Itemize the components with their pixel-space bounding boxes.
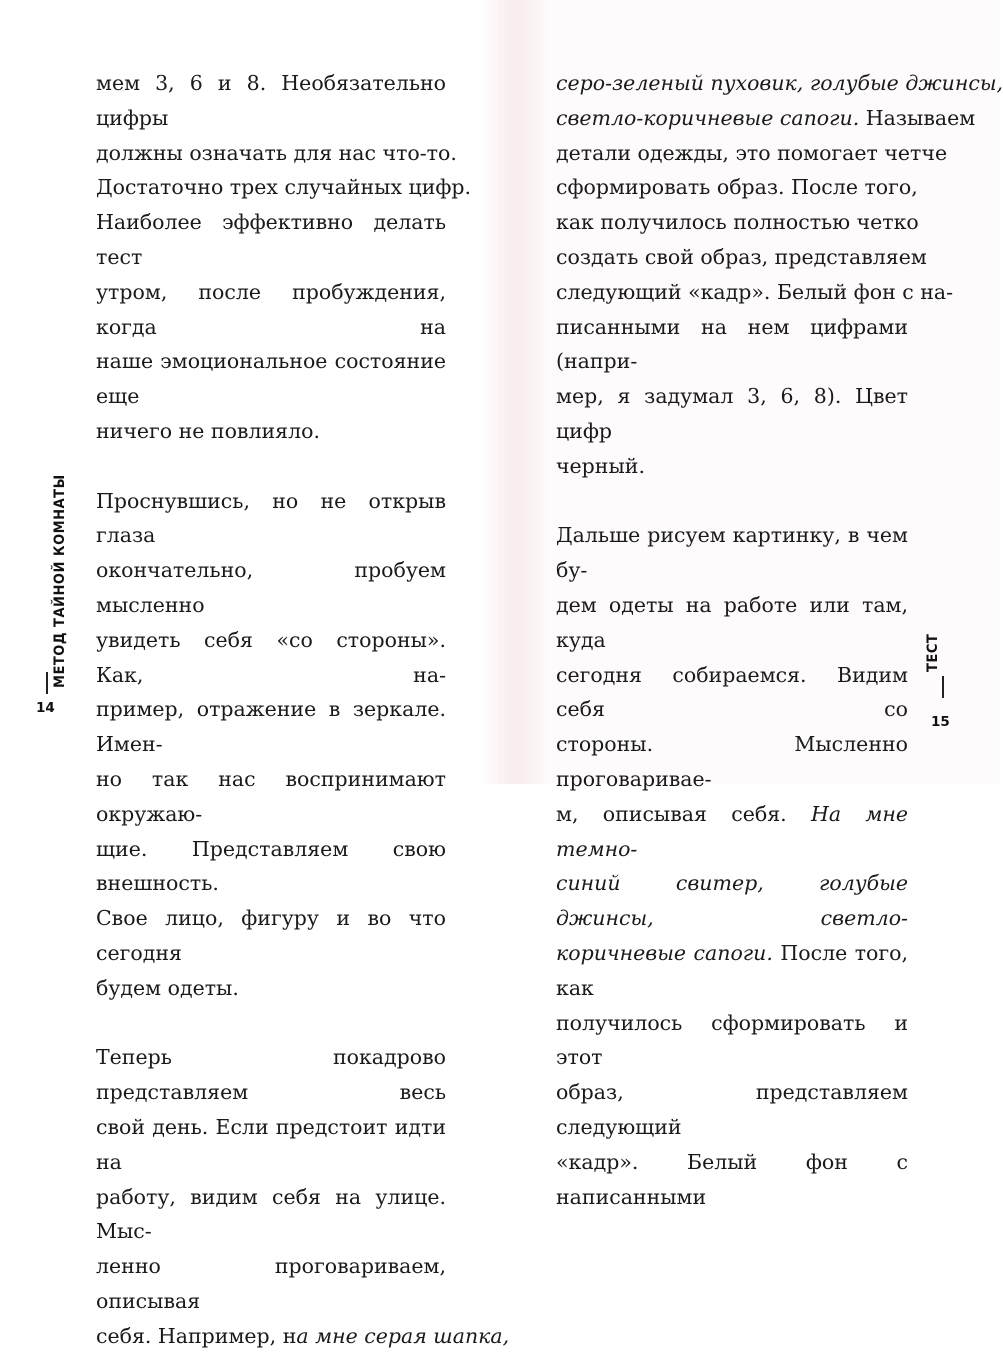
text-line: дем одеты на работе или там, куда — [556, 592, 908, 652]
italic-text-run: серо-зеленый пуховик, голубые джинсы, — [556, 71, 1003, 95]
text-line: Достаточно трех случайных цифр. — [96, 175, 472, 200]
text-line: черный. — [556, 453, 645, 478]
text-line: наше эмоциональное состояние еще — [96, 349, 446, 409]
text-line: детали одежды, это помогает четче — [556, 140, 948, 165]
left-page-body — [96, 66, 510, 1353]
italic-text-run: синий свитер, голубые джинсы, светло- — [556, 871, 908, 931]
text-line: получилось сформировать и этот — [556, 1010, 908, 1070]
text-line: мем 3, 6 и 8. Необязательно цифры — [96, 71, 446, 130]
text-line: ленно проговариваем, описывая — [96, 1254, 446, 1313]
text-line: Свое лицо, фигуру и во что сегодня — [96, 906, 446, 965]
text-run: м, описывая себя. — [556, 801, 811, 826]
text-line: ничего не повлияло. — [96, 418, 320, 443]
text-line — [556, 936, 908, 1006]
paragraph-gap — [556, 484, 908, 519]
text-line: увидеть себя «со стороны». Как, на- — [96, 627, 446, 687]
italic-text-run: светло-коричневые сапоги. — [556, 105, 860, 130]
paragraph-gap — [96, 449, 446, 484]
text-line: Дальше рисуем картинку, в чем бу- — [556, 523, 908, 583]
text-line: Наиболее эффективно делать тест — [96, 210, 446, 269]
page-number-right: 15 — [931, 714, 950, 730]
text-line: свой день. Если предстоит идти на — [96, 1114, 446, 1174]
italic-text-run: а мне серая шапка, — [296, 1323, 510, 1348]
text-line: писанными на нем цифрами (напри- — [556, 314, 908, 374]
text-line: работу, видим себя на улице. Мыс- — [96, 1184, 446, 1244]
text-line: «кадр». Белый фон с написанными — [556, 1149, 908, 1209]
text-line: стороны. Мысленно проговаривае- — [556, 732, 908, 791]
page-number-left: 14 — [36, 700, 55, 716]
text-run: себя. Например, н — [96, 1323, 297, 1348]
text-run: После того, как — [556, 940, 908, 1000]
text-line — [556, 66, 1003, 101]
text-line: щие. Представляем свою внешность. — [96, 836, 446, 896]
text-line: должны означать для нас что-то. — [96, 140, 457, 165]
text-line — [556, 797, 908, 867]
text-run: Называем — [859, 105, 976, 130]
text-line — [96, 1319, 510, 1353]
running-head-rule — [942, 676, 944, 698]
text-line: будем одеты. — [96, 975, 239, 1000]
text-line: Теперь покадрово представляем весь — [96, 1045, 446, 1105]
text-line: пример, отражение в зеркале. Имен- — [96, 697, 446, 757]
text-line — [556, 101, 976, 136]
text-line: сегодня собираемся. Видим себя со — [556, 662, 908, 722]
text-line: следующий «кадр». Белый фон с на- — [556, 279, 954, 304]
text-line: окончательно, пробуем мысленно — [96, 558, 446, 617]
text-line: мер, я задумал 3, 6, 8). Цвет цифр — [556, 384, 908, 443]
italic-text-run: На мне темно- — [556, 801, 909, 861]
running-head-right: ТЕСТ — [925, 633, 941, 672]
text-line: но так нас воспринимают окружаю- — [96, 766, 446, 826]
text-line: Проснувшись, но не открыв глаза — [96, 488, 446, 548]
text-line: создать свой образ, представляем — [556, 244, 927, 269]
text-line: как получилось полностью четко — [556, 210, 919, 235]
italic-text-run: коричневые сапоги. — [556, 940, 773, 965]
text-line: сформировать образ. После того, — [556, 175, 918, 200]
text-line: образ, представляем следующий — [556, 1080, 908, 1139]
page-gutter — [478, 0, 548, 784]
text-line — [556, 866, 908, 936]
running-head-left: МЕТОД ТАЙНОЙ КОМНАТЫ — [52, 474, 68, 688]
paragraph-gap — [96, 1006, 446, 1041]
text-line: утром, после пробуждения, когда на — [96, 279, 446, 339]
running-head-rule — [46, 672, 48, 694]
